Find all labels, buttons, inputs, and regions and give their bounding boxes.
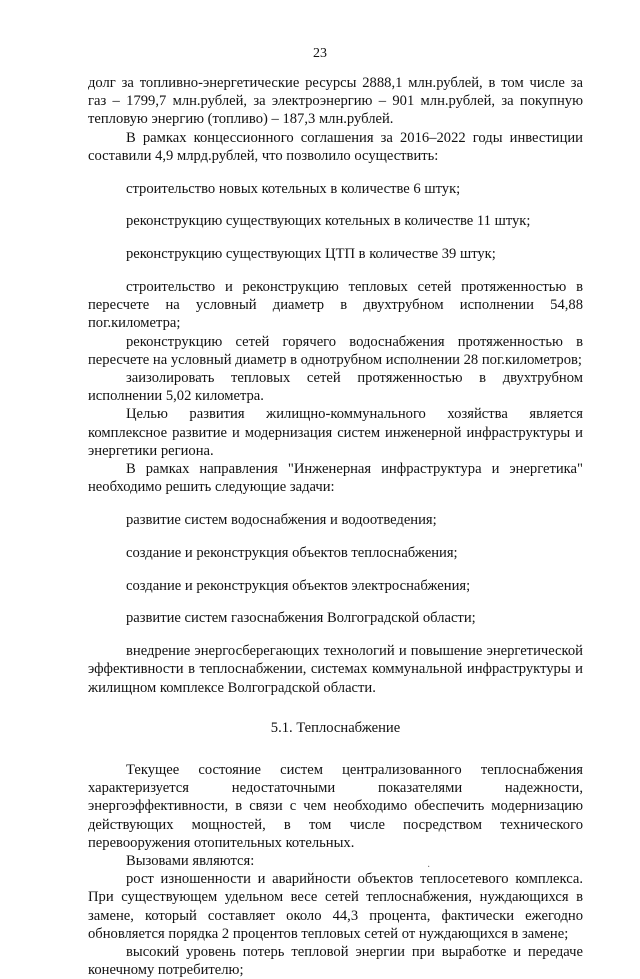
- paragraph: Вызовами являются:: [126, 853, 255, 870]
- paragraph: развитие систем газоснабжения Волгоградской области;: [126, 610, 476, 627]
- paragraph: заизолировать тепловых сетей протяженностью в двухтрубном исполнении 5,02 километра.: [88, 370, 583, 405]
- paragraph: создание и реконструкция объектов теплоснабжения;: [126, 544, 458, 561]
- scan-dot: ·: [427, 862, 431, 873]
- paragraph: внедрение энергосберегающих технологий и повышение энергетической эффективности в теплоснабжении, системах коммунальной инфраструктуры и жилищном комплексе Волгоградской области.: [88, 643, 583, 696]
- paragraph: В рамках концессионного соглашения за 2016–2022 годы инвестиции составили 4,9 млрд.рублей, что позволило осуществить:: [88, 129, 583, 164]
- section-heading: 5.1. Теплоснабжение: [270, 719, 401, 736]
- paragraph: строительство и реконструкцию тепловых сетей протяженностью в пересчете на условный диаметр в двухтрубном исполнении 54,88 пог.километра;: [88, 279, 583, 332]
- page-number: 23: [313, 46, 327, 61]
- paragraph: рост изношенности и аварийности объектов теплосетевого комплекса. При существующем удельном весе сетей теплоснабжения, нуждающихся в замене, который составляет около 44,3 процента, фактически ежегодно обновляется порядка 2 процентов тепловых сетей от нуждающихся в замене;: [88, 871, 583, 942]
- paragraph: Текущее состояние систем централизованного теплоснабжения характеризуется недостаточными показателями надежности, энергоэффективности, в связи с чем необходимо обеспечить модернизацию действующих мощностей, в том числе посредством технического перевооружения отопительных котельных.: [88, 762, 583, 851]
- paragraph: долг за топливно-энергетические ресурсы 2888,1 млн.рублей, в том числе за газ – 1799,7 млн.рублей, за электроэнергию – 901 млн.рублей, за покупную тепловую энергию (топливо) – 187,3 млн.рублей.: [88, 75, 583, 128]
- paragraph: реконструкцию сетей горячего водоснабжения протяженностью в пересчете на условный диаметр в однотрубном исполнении 28 пог.километров;: [88, 333, 583, 368]
- paragraph: реконструкцию существующих котельных в количестве 11 штук;: [126, 213, 531, 230]
- page-content: [88, 74, 583, 979]
- paragraph: развитие систем водоснабжения и водоотведения;: [126, 512, 437, 529]
- paragraph: создание и реконструкция объектов электроснабжения;: [126, 577, 471, 594]
- paragraph: Целью развития жилищно-коммунального хозяйства является комплексное развитие и модернизация систем инженерной инфраструктуры и энергетики региона.: [88, 406, 583, 459]
- paragraph: строительство новых котельных в количестве 6 штук;: [126, 180, 461, 197]
- paragraph: В рамках направления "Инженерная инфраструктура и энергетика" необходимо решить следующие задачи:: [88, 461, 583, 496]
- body-text-bottom: [88, 761, 583, 979]
- paragraph: высокий уровень потерь тепловой энергии при выработке и передаче конечному потребителю;: [88, 944, 583, 979]
- paragraph: реконструкцию существующих ЦТП в количестве 39 штук;: [126, 246, 496, 263]
- body-text-top: [88, 74, 583, 697]
